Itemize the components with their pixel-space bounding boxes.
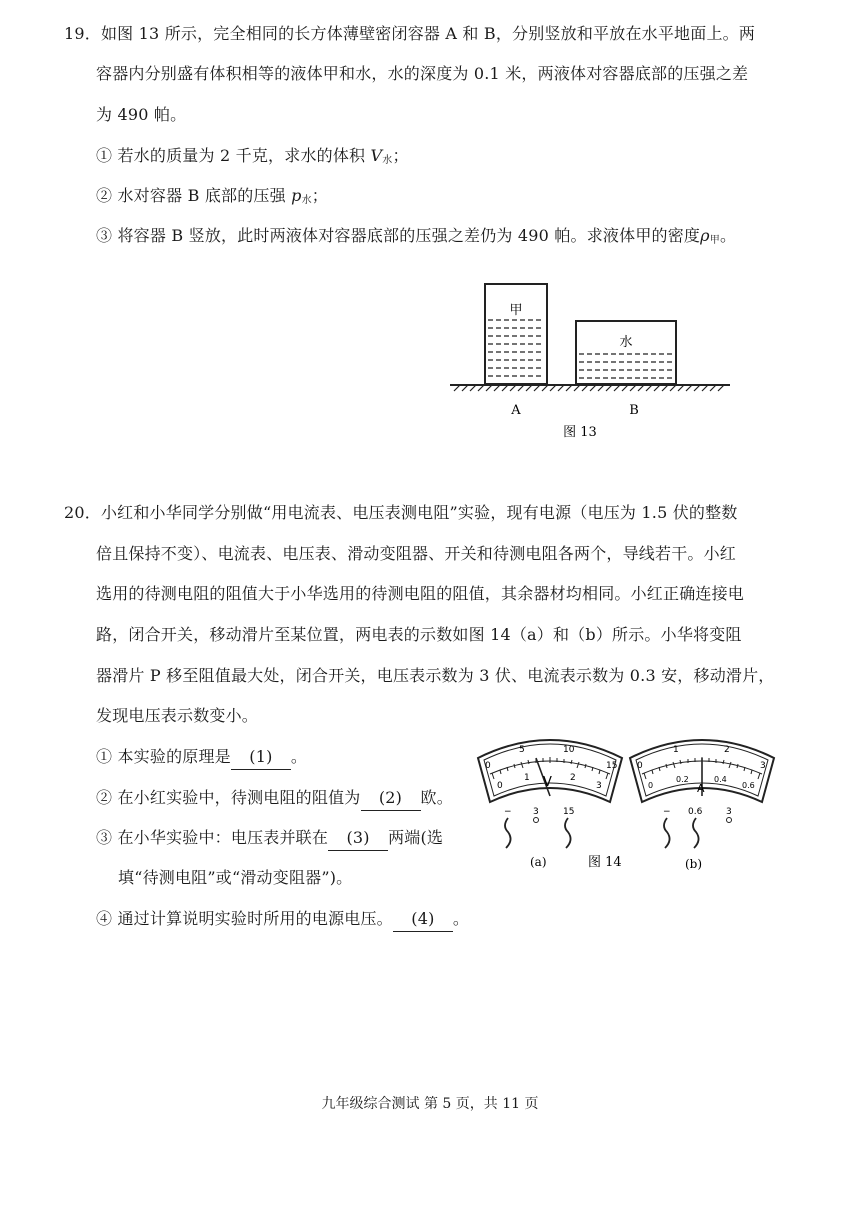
svg-text:3: 3 xyxy=(533,807,539,817)
q19-line-3: 为 490 帕。 xyxy=(96,105,187,124)
container-b xyxy=(576,321,676,384)
label-b: B xyxy=(629,403,639,418)
svg-text:0.6: 0.6 xyxy=(742,781,755,790)
voltmeter-wire-neg xyxy=(505,818,511,848)
svg-text:0: 0 xyxy=(637,761,643,771)
answer-blank-1[interactable]: (1) xyxy=(231,745,291,770)
ammeter-wire-neg xyxy=(664,818,670,848)
q19-item-3: ③ 将容器 B 竖放，此时两液体对容器底部的压强之差仍为 490 帕。求液体甲的密度$\rho_甲$。 xyxy=(96,226,737,246)
q20-line-6: 发现电压表示数变小。 xyxy=(96,706,259,725)
svg-text:0: 0 xyxy=(485,761,491,771)
svg-text:3: 3 xyxy=(760,761,766,771)
figure-14-caption: 图 14 xyxy=(588,855,622,870)
q20-line-2: 倍且保持不变）、电流表、电压表、滑动变阻器、开关和待测电阻各两个，导线若干。小红 xyxy=(96,544,737,563)
q20-item-3: ③ 在小华实验中：电压表并联在 (3) 两端(选 xyxy=(96,826,443,851)
q20-line-3: 选用的待测电阻的阻值大于小华选用的待测电阻的阻值，其余器材均相同。小红正确连接电 xyxy=(96,584,745,603)
svg-text:10: 10 xyxy=(563,745,575,755)
figure-14a-label: (a) xyxy=(530,855,547,869)
svg-text:0: 0 xyxy=(497,781,503,791)
container-a xyxy=(485,284,547,384)
svg-text:−: − xyxy=(663,807,671,817)
q20-line-1: 20．小红和小华同学分别做“用电流表、电压表测电阻”实验，现有电源（电压为 1.5 伏的整数 xyxy=(64,503,738,522)
q19-line-1: 19．如图 13 所示，完全相同的长方体薄壁密闭容器 A 和 B，分别竖放和平放在水平地面上。两 xyxy=(64,24,756,43)
label-jia: 甲 xyxy=(509,303,523,318)
q20-item-2: ② 在小红实验中，待测电阻的阻值为 (2) 欧。 xyxy=(96,786,453,811)
figure-13-caption: 图 13 xyxy=(563,425,597,440)
q19-line-2: 容器内分别盛有体积相等的液体甲和水，水的深度为 0.1 米，两液体对容器底部的压强之差 xyxy=(96,64,749,83)
answer-blank-2[interactable]: (2) xyxy=(361,786,421,811)
q20-item-3-cont: 填“待测电阻”或“滑动变阻器”)。 xyxy=(118,868,353,887)
liquid-jia xyxy=(488,320,544,376)
q20-line-4: 路，闭合开关，移动滑片至某位置，两电表的示数如图 14（a）和（b）所示。小华将变阻 xyxy=(96,625,742,644)
svg-text:−: − xyxy=(504,807,512,817)
ammeter xyxy=(630,740,774,848)
voltmeter-wire-15 xyxy=(565,818,571,848)
answer-blank-4[interactable]: (4) xyxy=(393,907,453,932)
page-footer: 九年级综合测试 第 5 页，共 11 页 xyxy=(321,1096,539,1112)
svg-text:3: 3 xyxy=(596,781,602,791)
svg-text:2: 2 xyxy=(724,745,730,755)
answer-blank-3[interactable]: (3) xyxy=(328,826,388,851)
svg-text:0.6: 0.6 xyxy=(688,807,703,817)
svg-text:15: 15 xyxy=(563,807,575,817)
svg-text:0: 0 xyxy=(648,781,654,790)
voltmeter xyxy=(478,740,622,848)
figure-13 xyxy=(440,278,740,448)
q20-line-5: 器滑片 P 移至阻值最大处，闭合开关，电压表示数为 3 伏、电流表示数为 0.3 安，移动滑片， xyxy=(96,666,775,685)
q20-item-1: ① 本实验的原理是 (1) 。 xyxy=(96,745,307,770)
q19-item-1: ① 若水的质量为 2 千克，求水的体积 $V_水$； xyxy=(96,146,409,166)
svg-text:0.4: 0.4 xyxy=(714,775,727,784)
figure-14 xyxy=(470,730,790,880)
ammeter-wire-06 xyxy=(693,818,699,848)
svg-text:2: 2 xyxy=(570,773,576,783)
label-water: 水 xyxy=(619,335,633,350)
svg-text:1: 1 xyxy=(524,773,530,783)
liquid-water xyxy=(579,354,673,378)
figure-14b-label: (b) xyxy=(685,857,703,871)
svg-text:3: 3 xyxy=(726,807,732,817)
svg-text:5: 5 xyxy=(519,745,525,755)
voltmeter-symbol: V xyxy=(543,775,552,790)
svg-text:1: 1 xyxy=(673,745,679,755)
svg-text:0.2: 0.2 xyxy=(676,775,689,784)
label-a: A xyxy=(511,403,521,418)
ammeter-symbol: A xyxy=(697,782,705,795)
svg-text:15: 15 xyxy=(606,761,618,771)
q19-item-2: ② 水对容器 B 底部的压强 $p_水$； xyxy=(96,186,328,206)
q20-item-4: ④ 通过计算说明实验时所用的电源电压。 (4) 。 xyxy=(96,907,469,932)
